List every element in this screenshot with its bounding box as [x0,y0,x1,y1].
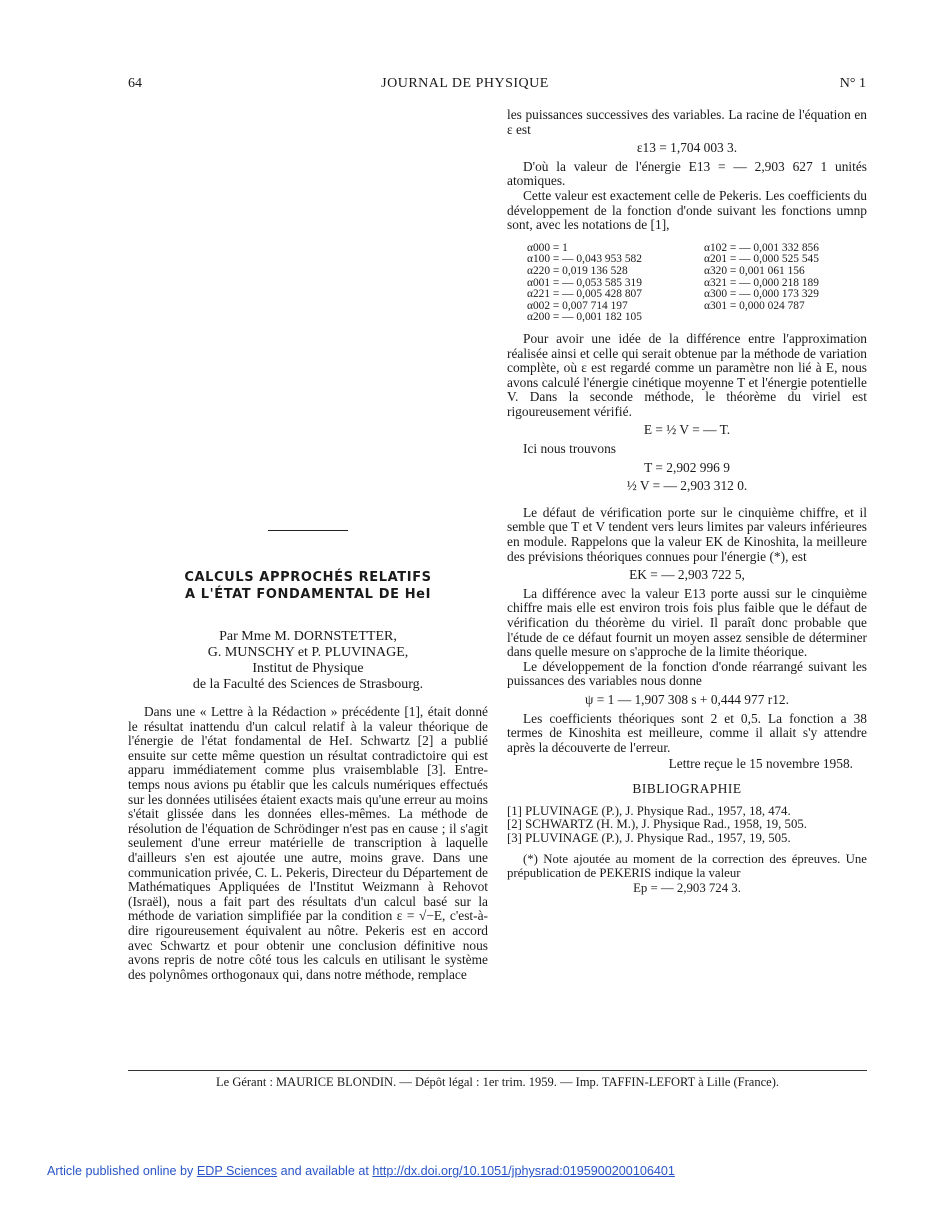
body-paragraph: Pour avoir une idée de la différence entre l'approximation réalisée ainsi et celle qui serait obtenue par la méthode de variation complète, où ε est regardé comme un paramètre non lié à E, nous avons calculé l'énergie cinétique moyenne T et l'énergie potentielle V. Dans la seconde méthode, le théorème du viriel est rigoureusement vérifié. [507,330,867,419]
issue-number: N° 1 [839,76,866,91]
publication-notice: Article published online by EDP Sciences and available at http://dx.doi.org/10.1051/jphysrad:0195900200106401 [47,1164,675,1178]
received-date: Lettre reçue le 15 novembre 1958. [668,756,853,772]
bib-entry: [1] PLUVINAGE (P.), J. Physique Rad., 1957, 18, 474. [507,803,791,818]
page-footer: Le Gérant : MAURICE BLONDIN. — Dépôt légal : 1er trim. 1959. — Imp. TAFFIN-LEFORT à Lille (France). [216,1075,779,1089]
bibliography-title: BIBLIOGRAPHIE [632,780,742,796]
equation: T = 2,902 996 9 [644,459,730,475]
coef-right-column: α102 = — 0,001 332 856 α201 = — 0,000 525 545 α320 = 0,001 061 156 α321 = — 0,000 218 189 α300 = — 0,000 173 329 α301 = 0,000 024 787 [704,241,819,312]
equation: ψ = 1 — 1,907 308 s + 0,444 977 r12. [585,691,789,707]
coefficient-table [527,243,867,324]
body-paragraph: D'où la valeur de l'énergie E13 = — 2,903 627 1 unités atomiques. [507,158,867,189]
body-paragraph: Le défaut de vérification porte sur le cinquième chiffre, et il semble que T et V tendent vers leurs limites par valeurs inférieures en module. Rappelons que la valeur EK de Kinoshita, la meilleure des prévisions théoriques connues pour l'énergie (*), est [507,504,867,564]
body-paragraph: les puissances successives des variables. La racine de l'équation en ε est [507,107,867,137]
equation: ½ V = — 2,903 312 0. [626,478,748,494]
equation: ε13 = 1,704 003 3. [636,140,738,156]
footer-rule [128,1070,867,1071]
bib-entry: [3] PLUVINAGE (P.), J. Physique Rad., 1957, 19, 505. [507,830,791,845]
body-paragraph: Dans une « Lettre à la Rédaction » précédente [1], était donné le résultat inattendu d'un calcul relatif à la valeur théorique de l'énergie de l'état fondamental de HeI. Schwartz [2] a publié ensuite sur cette même question un résultat contradictoire qui est apparu immédiatement comme plus vraisemblable [3]. Entre-temps nous avions pu établir que les calculs numériques effectués sur les données utilisées étaient exacts mais qu'une erreur au moins s'était glissée dans les données elles-mêmes. La méthode de résolution de l'équation de Schrödinger n'est pas en cause ; il s'agit seulement d'une erreur matérielle de transcription à laquelle d'ailleurs s'en est ajoutée une autre, moins grave. Dans une communication privée, C. L. Pekeris, Directeur du Département de Mathématiques Appliquées de l'Institut Weizmann à Rehovot (Israël), nous a fait part des résultats d'un calcul basé sur la méthode de variation simplifiée par la condition ε = √−E, c'est-à-dire rigoureusement équivalent au nôtre. Pekeris est en accord avec Schwartz et pour obtenir une conclusion définitive nous avons repris de notre côté tous les calculs en utilisant le système des polynômes orthogonaux qui, dans notre méthode, remplace [128,704,488,982]
footnote: (*) Note ajoutée au moment de la correction des épreuves. Une prépublication de PEKERIS indique la valeur [507,852,867,880]
coef-left-column: α000 = 1 α100 = — 0,043 953 582 α220 = 0,019 136 528 α001 = — 0,053 585 319 α221 = — 0,005 428 807 α002 = 0,007 714 197 α200 = — 0,001 182 105 [527,241,642,324]
body-paragraph: Ici nous trouvons [523,441,616,457]
journal-title: JOURNAL DE PHYSIQUE [381,76,549,91]
body-paragraph: Le développement de la fonction d'onde réarrangé suivant les puissances des variables nous donne [507,658,867,689]
authors: Par Mme M. DORNSTETTER, G. MUNSCHY et P. PLUVINAGE, Institut de Physique de la Faculté des Sciences de Strasbourg. [192,629,424,692]
footnote-equation: Ep = — 2,903 724 3. [633,881,741,896]
equation: EK = — 2,903 722 5, [629,567,745,583]
doi-link[interactable]: http://dx.doi.org/10.1051/jphysrad:0195900200106401 [372,1164,675,1178]
page-header [0,76,930,96]
bib-entry: [2] SCHWARTZ (H. M.), J. Physique Rad., 1958, 19, 505. [507,817,807,832]
page-number: 64 [128,76,142,91]
body-paragraph: Cette valeur est exactement celle de Pekeris. Les coefficients du développement de la fonction d'onde suivant les fonctions umnp sont, avec les notations de [1], [507,187,867,233]
bibliography [507,805,867,846]
article-title: CALCULS APPROCHÉS RELATIFS A L'ÉTAT FONDAMENTAL DE HeI [184,570,432,602]
left-column [128,530,488,982]
body-paragraph: La différence avec la valeur E13 porte aussi sur le cinquième chiffre mais elle est environ trois fois plus faible que le défaut de vérification du théorème du viriel. Il paraît donc probable que l'étude de ce défaut fournit un moyen assez sensible de déterminer dans quelle mesure on s'approche de la limite théorique. [507,585,867,660]
publisher-link[interactable]: EDP Sciences [196,1164,278,1178]
equation: E = ½ V = — T. [643,422,731,438]
body-paragraph: Les coefficients théoriques sont 2 et 0,5. La fonction a 38 termes de Kinoshita est meilleure, comme il allait s'y attendre après la découverte de l'erreur. [507,710,867,755]
right-column [507,108,867,898]
